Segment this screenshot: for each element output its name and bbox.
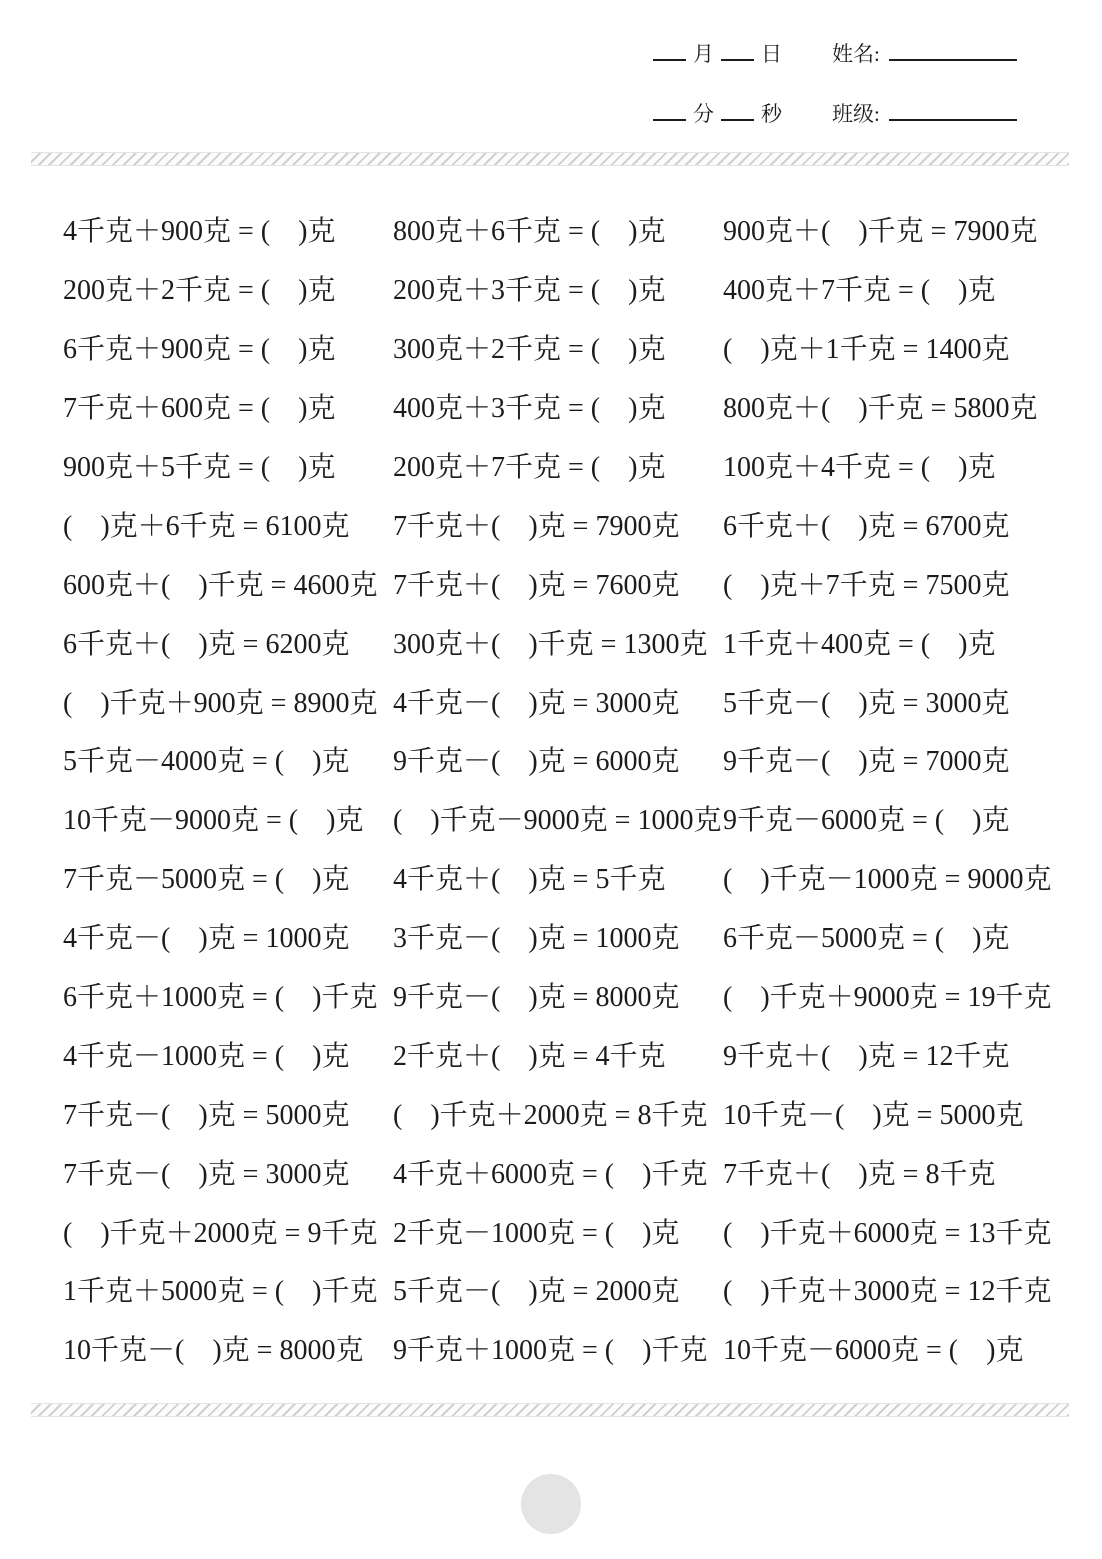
- day-label: 日: [761, 42, 782, 66]
- problem-cell: 7千克＋600克 = ( )克: [63, 393, 336, 425]
- problem-cell: 900克＋( )千克 = 7900克: [723, 216, 1038, 248]
- name-blank-line: [889, 38, 1017, 61]
- problem-cell: 6千克－5000克 = ( )克: [723, 923, 1010, 955]
- problem-cell: 7千克＋( )克 = 7600克: [393, 569, 680, 601]
- name-label: 姓名:: [832, 42, 880, 66]
- problem-cell: ( )千克＋9000克 = 19千克: [723, 982, 1052, 1014]
- header-time-line: [646, 98, 1017, 132]
- problem-cell: 10千克－9000克 = ( )克: [63, 805, 364, 837]
- problem-cell: ( )千克＋6000克 = 13千克: [723, 1217, 1052, 1249]
- problem-cell: 9千克－( )克 = 7000克: [723, 746, 1010, 778]
- problem-cell: 1千克＋400克 = ( )克: [723, 628, 996, 660]
- problem-cell: 300克＋2千克 = ( )克: [393, 334, 666, 366]
- problem-cell: 300克＋( )千克 = 1300克: [393, 628, 708, 660]
- problem-cell: 4千克－1000克 = ( )克: [63, 1040, 350, 1072]
- problems-grid: [63, 200, 1083, 1378]
- problem-cell: 1千克＋5000克 = ( )千克: [63, 1276, 378, 1308]
- problem-cell: 9千克－( )克 = 6000克: [393, 746, 680, 778]
- problem-cell: ( )千克＋900克 = 8900克: [63, 687, 378, 719]
- problem-cell: ( )千克－9000克 = 1000克: [393, 805, 722, 837]
- problem-cell: 4千克－( )克 = 3000克: [393, 687, 680, 719]
- problem-cell: 6千克＋( )克 = 6700克: [723, 510, 1010, 542]
- problem-cell: 800克＋6千克 = ( )克: [393, 216, 666, 248]
- problem-cell: 10千克－( )克 = 8000克: [63, 1335, 364, 1367]
- minute-blank-line: [653, 98, 686, 121]
- problem-cell: ( )克＋7千克 = 7500克: [723, 569, 1010, 601]
- problem-cell: 10千克－6000克 = ( )克: [723, 1335, 1024, 1367]
- minute-label: 分: [693, 102, 714, 126]
- problem-cell: 9千克－6000克 = ( )克: [723, 805, 1010, 837]
- problem-cell: 7千克＋( )克 = 8千克: [723, 1158, 996, 1190]
- problem-cell: 7千克－5000克 = ( )克: [63, 864, 350, 896]
- second-label: 秒: [761, 102, 782, 126]
- problem-cell: ( )克＋6千克 = 6100克: [63, 510, 350, 542]
- decorative-circle: [521, 1474, 581, 1534]
- problem-cell: 7千克－( )克 = 5000克: [63, 1099, 350, 1131]
- problem-cell: 9千克－( )克 = 8000克: [393, 982, 680, 1014]
- hatched-divider-bottom: [31, 1403, 1069, 1417]
- problem-cell: 5千克－( )克 = 3000克: [723, 687, 1010, 719]
- worksheet-header: [646, 38, 1017, 158]
- problem-cell: 4千克＋( )克 = 5千克: [393, 864, 666, 896]
- problem-cell: 9千克＋1000克 = ( )千克: [393, 1335, 708, 1367]
- problem-cell: 5千克－4000克 = ( )克: [63, 746, 350, 778]
- problem-cell: ( )千克＋2000克 = 8千克: [393, 1099, 708, 1131]
- hatched-divider-top: [31, 152, 1069, 166]
- problem-cell: 7千克－( )克 = 3000克: [63, 1158, 350, 1190]
- second-blank-line: [721, 98, 754, 121]
- problem-cell: 200克＋3千克 = ( )克: [393, 275, 666, 307]
- problem-cell: 4千克－( )克 = 1000克: [63, 923, 350, 955]
- problem-cell: 2千克＋( )克 = 4千克: [393, 1040, 666, 1072]
- header-date-line: [646, 38, 1017, 72]
- problem-cell: 10千克－( )克 = 5000克: [723, 1099, 1024, 1131]
- problem-cell: 7千克＋( )克 = 7900克: [393, 510, 680, 542]
- problem-cell: 200克＋2千克 = ( )克: [63, 275, 336, 307]
- problem-cell: 6千克＋1000克 = ( )千克: [63, 982, 378, 1014]
- problem-cell: 4千克＋900克 = ( )克: [63, 216, 336, 248]
- day-blank-line: [721, 38, 754, 61]
- problem-cell: 900克＋5千克 = ( )克: [63, 452, 336, 483]
- class-label: 班级:: [832, 102, 880, 126]
- problem-cell: 200克＋7千克 = ( )克: [393, 452, 666, 483]
- problem-cell: 4千克＋6000克 = ( )千克: [393, 1158, 708, 1190]
- problem-cell: 100克＋4千克 = ( )克: [723, 452, 996, 483]
- problem-cell: 800克＋( )千克 = 5800克: [723, 393, 1038, 425]
- problem-cell: 2千克－1000克 = ( )克: [393, 1217, 680, 1249]
- problem-cell: 6千克＋( )克 = 6200克: [63, 628, 350, 660]
- month-label: 月: [693, 42, 714, 66]
- problem-cell: ( )千克＋3000克 = 12千克: [723, 1276, 1052, 1308]
- problem-cell: ( )千克＋2000克 = 9千克: [63, 1217, 378, 1249]
- problem-cell: 3千克－( )克 = 1000克: [393, 923, 680, 955]
- problem-cell: 5千克－( )克 = 2000克: [393, 1276, 680, 1308]
- problem-cell: 400克＋7千克 = ( )克: [723, 275, 996, 307]
- problem-cell: 400克＋3千克 = ( )克: [393, 393, 666, 425]
- class-blank-line: [889, 98, 1017, 121]
- problem-cell: 9千克＋( )克 = 12千克: [723, 1040, 1010, 1072]
- problem-cell: ( )千克－1000克 = 9000克: [723, 864, 1052, 896]
- problem-cell: ( )克＋1千克 = 1400克: [723, 334, 1010, 366]
- month-blank-line: [653, 38, 686, 61]
- problem-cell: 6千克＋900克 = ( )克: [63, 334, 336, 366]
- problem-cell: 600克＋( )千克 = 4600克: [63, 569, 378, 601]
